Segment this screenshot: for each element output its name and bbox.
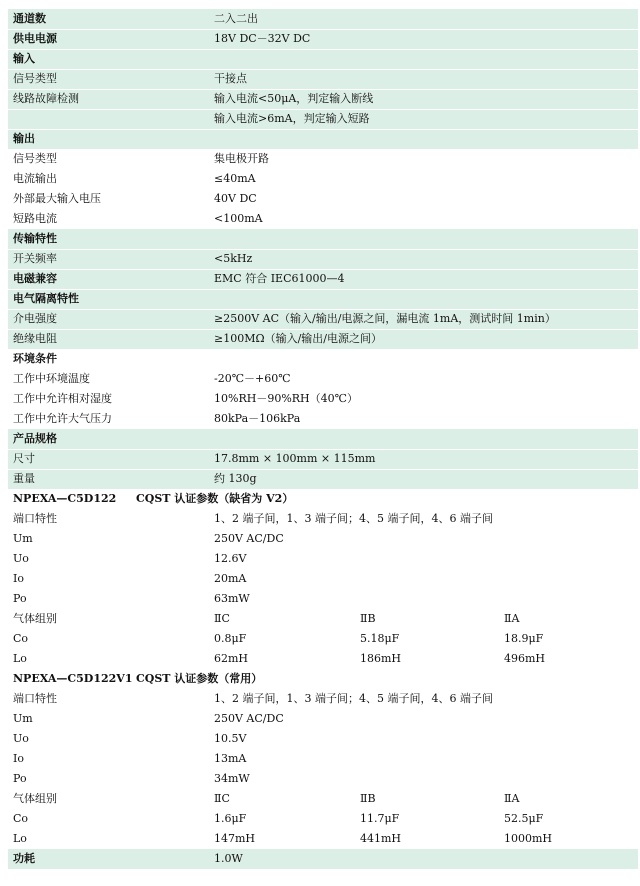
spec-value: 输入电流>6mA，判定输入短路	[214, 112, 370, 125]
spec-value: ≥100MΩ（输入/输出/电源之间）	[214, 332, 383, 345]
spec-value: 0.8μF	[214, 632, 247, 645]
spec-label: 信号类型	[13, 152, 57, 165]
spec-row	[8, 129, 638, 149]
spec-value: 输入电流<50μA，判定输入断线	[214, 92, 374, 105]
spec-row	[8, 229, 638, 249]
spec-label: 短路电流	[13, 212, 57, 225]
row-divider	[8, 49, 638, 50]
spec-label: Uo	[13, 552, 29, 565]
spec-label: 尺寸	[13, 452, 35, 465]
spec-row	[8, 349, 638, 369]
spec-row	[8, 9, 638, 29]
spec-row	[8, 29, 638, 49]
spec-label: Uo	[13, 732, 29, 745]
spec-value: 12.6V	[214, 552, 247, 565]
spec-value: 1.0W	[214, 852, 243, 865]
spec-row	[8, 629, 638, 649]
row-divider	[8, 289, 638, 290]
spec-value-2: 186mH	[360, 652, 402, 665]
spec-row	[8, 269, 638, 289]
row-divider	[8, 329, 638, 330]
spec-value: 250V AC/DC	[214, 712, 284, 725]
spec-row	[8, 729, 638, 749]
spec-row	[8, 449, 638, 469]
spec-value: 1、2 端子间，1、3 端子间；4、5 端子间，4、6 端子间	[214, 692, 493, 705]
spec-label: 介电强度	[13, 312, 57, 325]
spec-label: Lo	[13, 832, 27, 845]
spec-label: Co	[13, 812, 29, 825]
spec-row	[8, 89, 638, 109]
row-divider	[8, 249, 638, 250]
spec-label: 绝缘电阻	[13, 332, 57, 345]
spec-value: 18V DC－32V DC	[214, 32, 311, 45]
spec-row	[8, 549, 638, 569]
spec-label: NPEXA—C5D122V1	[13, 672, 133, 685]
spec-row	[8, 609, 638, 629]
row-divider	[8, 129, 638, 130]
spec-value: 40V DC	[214, 192, 257, 205]
spec-row	[8, 309, 638, 329]
spec-row	[8, 649, 638, 669]
spec-value: 34mW	[214, 772, 250, 785]
spec-row	[8, 169, 638, 189]
spec-value: ⅡC	[214, 792, 230, 805]
spec-value-3: 496mH	[504, 652, 546, 665]
row-divider	[8, 89, 638, 90]
spec-value-2: ⅡB	[360, 792, 376, 805]
spec-label: 输入	[13, 52, 35, 65]
spec-value: 二入二出	[214, 12, 258, 25]
spec-row	[8, 389, 638, 409]
spec-label: Po	[13, 772, 27, 785]
spec-value: 17.8mm × 100mm × 115mm	[214, 452, 376, 465]
spec-row	[8, 329, 638, 349]
spec-label: 通道数	[13, 12, 46, 25]
spec-row	[8, 429, 638, 449]
spec-row	[8, 509, 638, 529]
spec-value: 集电极开路	[214, 152, 269, 165]
spec-label: 线路故障检测	[13, 92, 79, 105]
spec-value: 10.5V	[214, 732, 247, 745]
spec-value: 10%RH－90%RH（40℃）	[214, 392, 358, 405]
spec-value-2: 5.18μF	[360, 632, 400, 645]
spec-row	[8, 769, 638, 789]
spec-value: ≥2500V AC（输入/输出/电源之间，漏电流 1mA，测试时间 1min）	[214, 312, 556, 325]
row-divider	[8, 469, 638, 470]
spec-row	[8, 569, 638, 589]
spec-label: 电磁兼容	[13, 272, 57, 285]
spec-value: <100mA	[214, 212, 263, 225]
spec-row	[8, 529, 638, 549]
spec-value-3: 1000mH	[504, 832, 553, 845]
spec-row	[8, 469, 638, 489]
spec-label: Co	[13, 632, 29, 645]
spec-label: Io	[13, 752, 24, 765]
spec-label: 环境条件	[13, 352, 57, 365]
spec-value: ≤40mA	[214, 172, 256, 185]
spec-value: 1.6μF	[214, 812, 247, 825]
spec-value: 干接点	[214, 72, 247, 85]
spec-label: 工作中环境温度	[13, 372, 90, 385]
spec-label: 输出	[13, 132, 35, 145]
spec-label: 开关频率	[13, 252, 57, 265]
spec-value: ⅡC	[214, 612, 230, 625]
spec-row	[8, 109, 638, 129]
spec-row	[8, 709, 638, 729]
spec-row	[8, 149, 638, 169]
spec-label: 传输特性	[13, 232, 57, 245]
spec-label: 信号类型	[13, 72, 57, 85]
spec-row	[8, 669, 638, 689]
spec-value: 63mW	[214, 592, 250, 605]
spec-row	[8, 489, 638, 509]
spec-row	[8, 689, 638, 709]
spec-label: NPEXA—C5D122	[13, 492, 117, 505]
spec-label: 重量	[13, 472, 35, 485]
spec-value: 1、2 端子间，1、3 端子间；4、5 端子间，4、6 端子间	[214, 512, 493, 525]
spec-label: 功耗	[13, 852, 35, 865]
spec-label: 工作中允许相对湿度	[13, 392, 112, 405]
spec-row	[8, 209, 638, 229]
spec-row	[8, 749, 638, 769]
spec-value: 250V AC/DC	[214, 532, 284, 545]
spec-value: 62mH	[214, 652, 249, 665]
spec-row	[8, 369, 638, 389]
spec-label: Um	[13, 532, 33, 545]
spec-value-3: 52.5μF	[504, 812, 544, 825]
spec-value-2: ⅡB	[360, 612, 376, 625]
spec-value: -20℃－+60℃	[214, 372, 291, 385]
spec-label: 电气隔离特性	[13, 292, 79, 305]
spec-label: Lo	[13, 652, 27, 665]
spec-value: <5kHz	[214, 252, 253, 265]
spec-label: 电流输出	[13, 172, 57, 185]
spec-row	[8, 69, 638, 89]
spec-row	[8, 829, 638, 849]
spec-label: Io	[13, 572, 24, 585]
spec-value: 80kPa－106kPa	[214, 412, 301, 425]
row-divider	[8, 449, 638, 450]
spec-label: 气体组别	[13, 612, 57, 625]
spec-label: 供电电源	[13, 32, 57, 45]
spec-value-2: 11.7μF	[360, 812, 400, 825]
spec-row	[8, 809, 638, 829]
spec-label: 气体组别	[13, 792, 57, 805]
section-subtitle: CQST 认证参数（常用）	[136, 672, 263, 685]
row-divider	[8, 269, 638, 270]
spec-row	[8, 49, 638, 69]
row-divider	[8, 69, 638, 70]
row-divider	[8, 109, 638, 110]
spec-value: 147mH	[214, 832, 256, 845]
row-divider	[8, 29, 638, 30]
spec-row	[8, 849, 638, 869]
spec-label: 产品规格	[13, 432, 57, 445]
spec-label: 工作中允许大气压力	[13, 412, 112, 425]
spec-value-3: 18.9μF	[504, 632, 544, 645]
spec-value: 约 130g	[214, 472, 257, 485]
row-divider	[8, 309, 638, 310]
spec-row	[8, 409, 638, 429]
spec-label: Um	[13, 712, 33, 725]
spec-row	[8, 189, 638, 209]
spec-value-2: 441mH	[360, 832, 402, 845]
spec-value: EMC 符合 IEC61000—4	[214, 272, 345, 285]
spec-label: 外部最大输入电压	[13, 192, 101, 205]
section-subtitle: CQST 认证参数（缺省为 V2）	[136, 492, 294, 505]
spec-label: Po	[13, 592, 27, 605]
spec-value: 13mA	[214, 752, 247, 765]
spec-row	[8, 249, 638, 269]
spec-label: 端口特性	[13, 512, 57, 525]
spec-value: 20mA	[214, 572, 247, 585]
spec-value-3: ⅡA	[504, 612, 520, 625]
spec-row	[8, 789, 638, 809]
spec-row	[8, 589, 638, 609]
spec-row	[8, 289, 638, 309]
spec-label: 端口特性	[13, 692, 57, 705]
spec-value-3: ⅡA	[504, 792, 520, 805]
